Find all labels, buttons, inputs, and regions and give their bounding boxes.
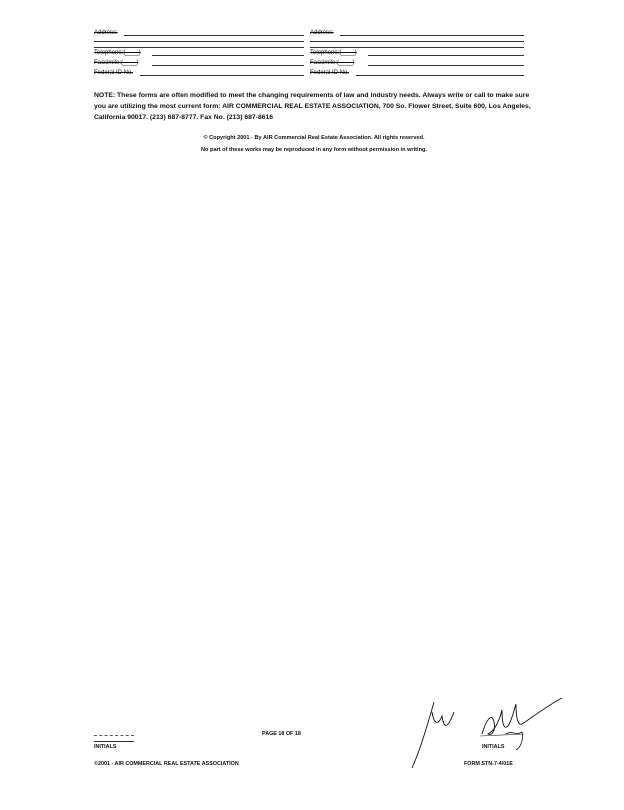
initials-left-label: INITIALS bbox=[94, 744, 117, 750]
right-address-label: Address: bbox=[310, 30, 334, 36]
left-address-line[interactable] bbox=[124, 35, 304, 36]
right-address-line[interactable] bbox=[340, 35, 524, 36]
left-address-line-2[interactable] bbox=[94, 41, 304, 42]
page-number: PAGE 18 OF 18 bbox=[262, 731, 301, 737]
left-address-label: Address: bbox=[94, 30, 118, 36]
initials-left-line[interactable] bbox=[94, 735, 134, 736]
right-federal-id-line[interactable] bbox=[356, 75, 524, 76]
reproduction-notice: No part of these works may be reproduced in any form without permission in writing. bbox=[201, 147, 427, 153]
left-facsimile-line[interactable] bbox=[152, 65, 304, 66]
handwritten-initials-signature bbox=[404, 690, 564, 770]
left-telephone-label: Telephone:(____) bbox=[94, 50, 141, 56]
left-facsimile-label: Facsimile:(____) bbox=[94, 60, 139, 66]
right-telephone-line[interactable] bbox=[368, 55, 524, 56]
form-number: FORM STN-7-4/01E bbox=[464, 761, 513, 767]
copyright-notice: © Copyright 2001 - By AIR Commercial Real Estate Association. All rights reserved. bbox=[203, 135, 425, 141]
initials-left-line-2[interactable] bbox=[94, 741, 134, 742]
footer-copyright: ©2001 - AIR COMMERCIAL REAL ESTATE ASSOCIATION bbox=[94, 761, 239, 767]
right-federal-id-label: Federal ID No. bbox=[310, 70, 350, 76]
right-facsimile-label: Facsimile:(____) bbox=[310, 60, 355, 66]
right-address-line-3[interactable] bbox=[310, 47, 524, 48]
right-telephone-label: Telephone:(____) bbox=[310, 50, 357, 56]
right-address-line-2[interactable] bbox=[310, 41, 524, 42]
initials-right-label: INITIALS bbox=[482, 744, 505, 750]
left-federal-id-label: Federal ID No. bbox=[94, 70, 134, 76]
left-telephone-line[interactable] bbox=[152, 55, 304, 56]
form-note: NOTE: These forms are often modified to meet the changing requirements of law and industry needs. Always write or call to make sure you are utilizing the most current form: AIR COMMERCIAL REAL ESTATE ASSOCIATION, 700 So. Flower Street, Suite 600, Los Angeles, California 90017. (213) 687-8777. Fax No. (213) 687-8616 bbox=[94, 92, 531, 121]
left-federal-id-line[interactable] bbox=[140, 75, 304, 76]
right-facsimile-line[interactable] bbox=[368, 65, 524, 66]
left-address-line-3[interactable] bbox=[94, 47, 304, 48]
